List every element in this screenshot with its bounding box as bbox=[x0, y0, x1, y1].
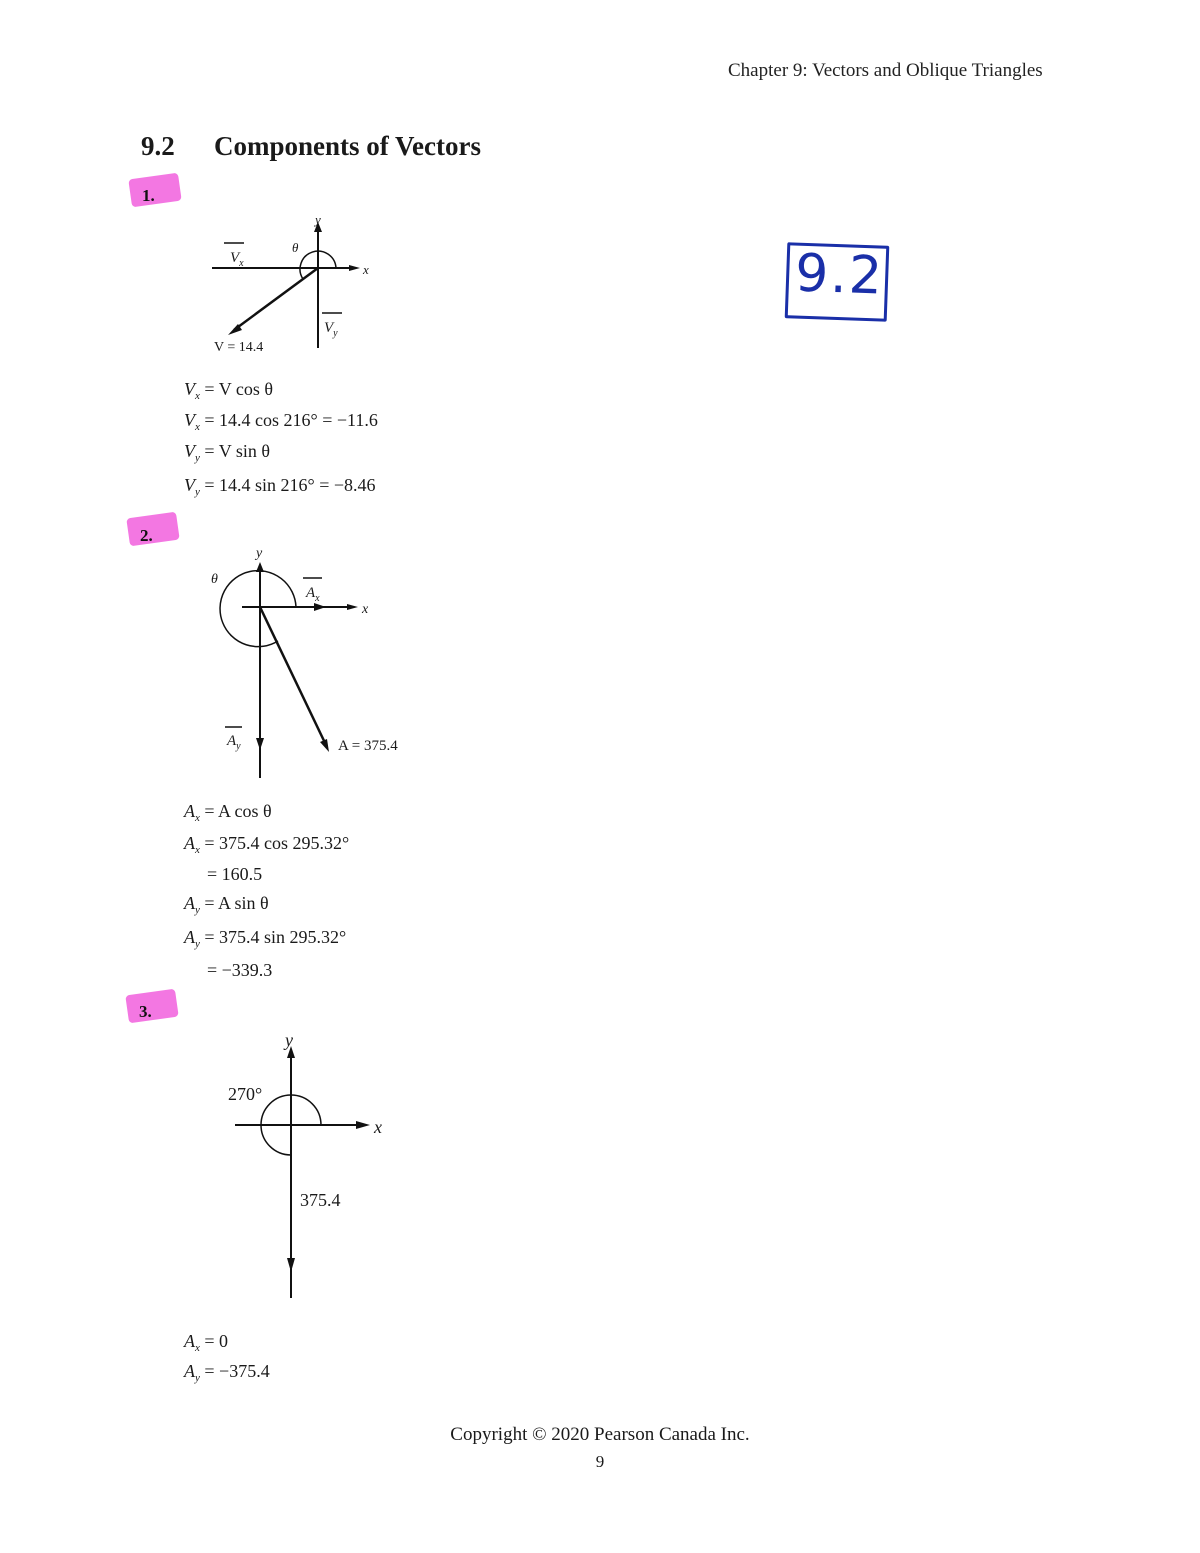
y-label: y bbox=[285, 1030, 293, 1050]
v-magnitude-label: V = 14.4 bbox=[214, 340, 264, 355]
equation: $V_y = V$ sin θ bbox=[184, 441, 271, 464]
equation: $V_x = V$ cos θ bbox=[184, 379, 274, 402]
x-axis-arrowhead bbox=[356, 1121, 370, 1129]
equation: = −339.3 bbox=[207, 960, 273, 980]
section-title: Components of Vectors bbox=[214, 131, 481, 161]
a-magnitude-label: A = 375.4 bbox=[338, 738, 398, 754]
x-label: x bbox=[374, 1117, 382, 1137]
vy-label: $V_y$ bbox=[324, 320, 338, 339]
vx-label: $V_x$ bbox=[230, 250, 244, 269]
equation: $A_y = -375.4$ bbox=[184, 1361, 270, 1384]
equation: $A_x = A$ cos θ bbox=[184, 801, 272, 824]
problem-number: 3. bbox=[139, 1002, 152, 1021]
equation: $A_x = 375.4$ cos 295.32° bbox=[184, 833, 350, 856]
problem-number: 1. bbox=[142, 186, 155, 205]
magnitude-label: 375.4 bbox=[300, 1190, 341, 1210]
equation: $V_y = 14.4$ sin 216° = −8.46 bbox=[184, 475, 376, 498]
x-label: x bbox=[362, 602, 369, 617]
section-number: 9.2 bbox=[141, 131, 175, 161]
theta-label: θ bbox=[292, 240, 299, 255]
x-label: x bbox=[363, 262, 369, 277]
page-number: 9 bbox=[595, 1452, 605, 1471]
theta-label: θ bbox=[211, 572, 218, 587]
ay-label: $A_y$ bbox=[227, 733, 241, 752]
equation: $A_y = A$ sin θ bbox=[184, 893, 269, 916]
copyright-footer: Copyright © 2020 Pearson Canada Inc. bbox=[450, 1424, 750, 1445]
equation: = 160.5 bbox=[207, 864, 263, 884]
y-label: y bbox=[256, 546, 263, 561]
vector-arrowhead bbox=[287, 1258, 295, 1272]
stamp-text: 9.2 bbox=[794, 243, 885, 307]
angle-label: 270° bbox=[228, 1084, 263, 1104]
ax-label: $A_x$ bbox=[306, 585, 320, 604]
y-label: y bbox=[315, 212, 321, 227]
equation: $A_y = 375.4$ sin 295.32° bbox=[184, 927, 347, 950]
equation: $V_x = 14.4$ cos 216° = −11.6 bbox=[184, 410, 378, 433]
problem-number: 2. bbox=[140, 526, 153, 545]
equation: $A_x = 0$ bbox=[184, 1331, 229, 1354]
chapter-header: Chapter 9: Vectors and Oblique Triangles bbox=[728, 60, 1043, 81]
